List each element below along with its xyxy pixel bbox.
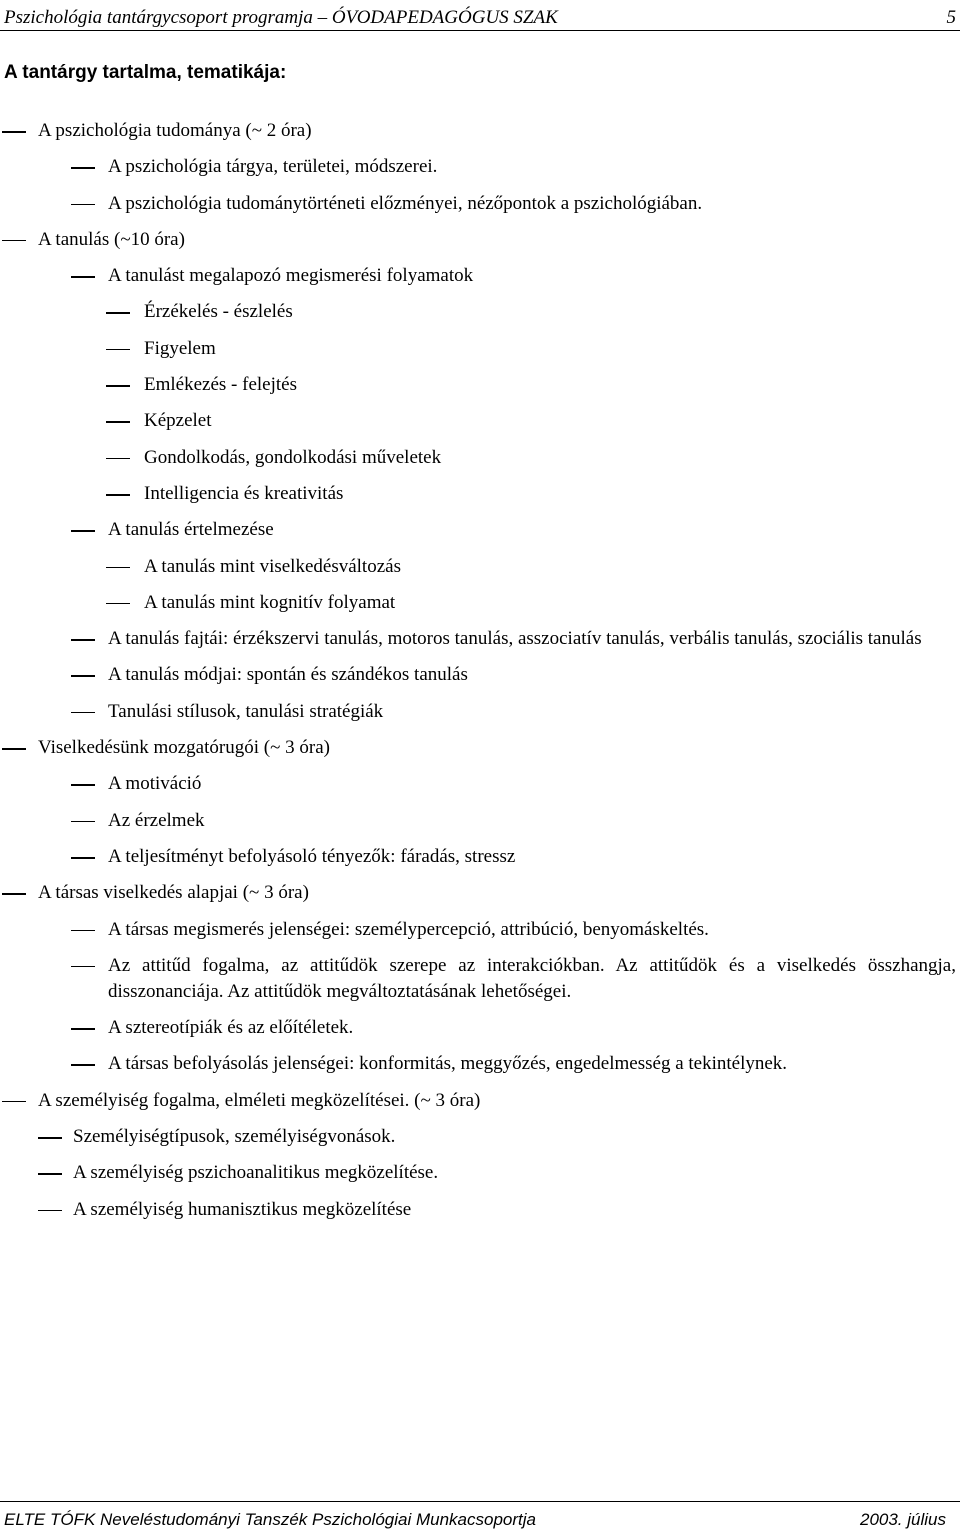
outline-item-text: Az érzelmek (108, 809, 205, 831)
outline-item-text: A tanulás értelmezése (108, 519, 274, 541)
outline-item-text: A tanulást megalapozó megismerési folyamatok (108, 265, 474, 287)
footer-date: 2003. július (859, 1510, 946, 1529)
outline-item-text: A tanulás módjai: spontán és szándékos tanulás (108, 664, 468, 686)
dash-bullet-icon (106, 567, 130, 569)
outline-item-text: A tanulás mint viselkedésváltozás (144, 555, 401, 577)
outline-item (0, 1051, 960, 1077)
outline-item-text: A társas befolyásolás jelenségei: konformitás, meggyőzés, engedelmesség a tekintélynek. (108, 1053, 788, 1075)
dash-bullet-icon (71, 966, 95, 968)
dash-bullet-icon (71, 712, 95, 714)
dash-bullet-icon (71, 276, 95, 278)
dash-bullet-icon (106, 458, 130, 460)
dash-bullet-icon (106, 312, 130, 314)
outline-item-text: A tanulás fajtái: érzékszervi tanulás, motoros tanulás, asszociatív tanulás, verbális tanulás, szociális tanulás (108, 628, 922, 650)
outline-item-text: Figyelem (144, 337, 216, 359)
outline-item (0, 626, 960, 652)
dash-bullet-icon (38, 1137, 62, 1139)
outline-item (0, 1124, 960, 1150)
outline-item (0, 554, 960, 580)
outline-item-text: A sztereotípiák és az előítéletek. (108, 1017, 354, 1039)
outline-item (0, 517, 960, 543)
section-heading: A tantárgy tartalma, tematikája: (4, 62, 287, 83)
dash-bullet-icon (71, 857, 95, 859)
outline-item (0, 408, 960, 434)
dash-bullet-icon (71, 639, 95, 641)
dash-bullet-icon (38, 1173, 62, 1175)
outline-item-text: Személyiségtípusok, személyiségvonások. (73, 1126, 396, 1148)
dash-bullet-icon (106, 349, 130, 351)
page-number: 5 (946, 7, 956, 28)
outline-item (0, 771, 960, 797)
outline-item (0, 953, 960, 1005)
outline-item-text: Érzékelés - észlelés (144, 301, 293, 323)
outline-item (0, 372, 960, 398)
outline-item (0, 445, 960, 471)
outline-item (0, 662, 960, 688)
outline-item-text: Az attitűd fogalma, az attitűdök szerepe az interakciókban. Az attitűdök és a viselkedés összhangja, disszonanciája. Az attitűdök megváltoztatásának lehetőségei. (108, 954, 956, 1002)
outline-item (0, 1088, 960, 1114)
dash-bullet-icon (71, 930, 95, 932)
outline-item (0, 191, 960, 217)
outline-item (0, 336, 960, 362)
outline-item (0, 118, 960, 144)
outline-item (0, 844, 960, 870)
outline-item (0, 263, 960, 289)
outline-item-text: A tanulás mint kognitív folyamat (144, 591, 396, 613)
outline-item-text: A pszichológia tárgya, területei, módszerei. (108, 156, 438, 178)
dash-bullet-icon (2, 1101, 26, 1103)
outline-item (0, 735, 960, 761)
outline-item (0, 481, 960, 507)
outline-item (0, 154, 960, 180)
outline-item-text: Emlékezés - felejtés (144, 374, 297, 396)
dash-bullet-icon (2, 748, 26, 750)
page-footer (0, 1501, 960, 1532)
dash-bullet-icon (106, 421, 130, 423)
footer-institution: ELTE TÓFK Neveléstudományi Tanszék Pszichológiai Munkacsoportja (4, 1510, 536, 1529)
dash-bullet-icon (71, 1028, 95, 1030)
dash-bullet-icon (71, 204, 95, 206)
outline-item-text: A pszichológia tudománya (~ 2 óra) (38, 120, 312, 141)
outline-item-text: A társas megismerés jelenségei: személypercepció, attribúció, benyomáskeltés. (108, 918, 709, 940)
outline-item-text: Tanulási stílusok, tanulási stratégiák (108, 700, 384, 722)
outline-item (0, 1160, 960, 1186)
dash-bullet-icon (71, 784, 95, 786)
outline-item-text: A tanulás (~10 óra) (38, 228, 185, 250)
dash-bullet-icon (71, 530, 95, 532)
dash-bullet-icon (106, 494, 130, 496)
dash-bullet-icon (71, 167, 95, 169)
outline-item (0, 1197, 960, 1223)
dash-bullet-icon (2, 893, 26, 895)
outline-item (0, 227, 960, 253)
outline-item (0, 699, 960, 725)
outline-item-text: A társas viselkedés alapjai (~ 3 óra) (38, 882, 309, 904)
topic-outline (0, 118, 960, 1233)
outline-item-text: Viselkedésünk mozgatórugói (~ 3 óra) (38, 737, 330, 759)
dash-bullet-icon (71, 675, 95, 677)
outline-item-text: A személyiség pszichoanalitikus megközelítése. (73, 1162, 439, 1184)
outline-item (0, 1015, 960, 1041)
dash-bullet-icon (71, 1064, 95, 1066)
dash-bullet-icon (106, 603, 130, 605)
dash-bullet-icon (106, 385, 130, 387)
outline-item-text: A pszichológia tudománytörténeti előzményei, nézőpontok a pszichológiában. (108, 192, 703, 214)
dash-bullet-icon (2, 240, 26, 242)
outline-item (0, 299, 960, 325)
outline-item-text: A személyiség humanisztikus megközelítése (73, 1198, 412, 1220)
outline-item-text: Gondolkodás, gondolkodási műveletek (144, 446, 442, 468)
outline-item-text: A teljesítményt befolyásoló tényezők: fáradás, stressz (108, 845, 516, 867)
outline-item-text: Képzelet (144, 410, 212, 432)
outline-item-text: Intelligencia és kreativitás (144, 482, 344, 504)
outline-item (0, 808, 960, 834)
header-title: Pszichológia tantárgycsoport programja – ÓVODAPEDAGÓGUS SZAK (4, 7, 558, 28)
dash-bullet-icon (2, 131, 26, 133)
outline-item-text: A motiváció (108, 773, 202, 795)
outline-item (0, 880, 960, 906)
outline-item-text: A személyiség fogalma, elméleti megközelítései. (~ 3 óra) (38, 1089, 481, 1111)
page-header (0, 4, 960, 31)
outline-item (0, 590, 960, 616)
dash-bullet-icon (38, 1210, 62, 1212)
outline-item (0, 917, 960, 943)
dash-bullet-icon (71, 821, 95, 823)
